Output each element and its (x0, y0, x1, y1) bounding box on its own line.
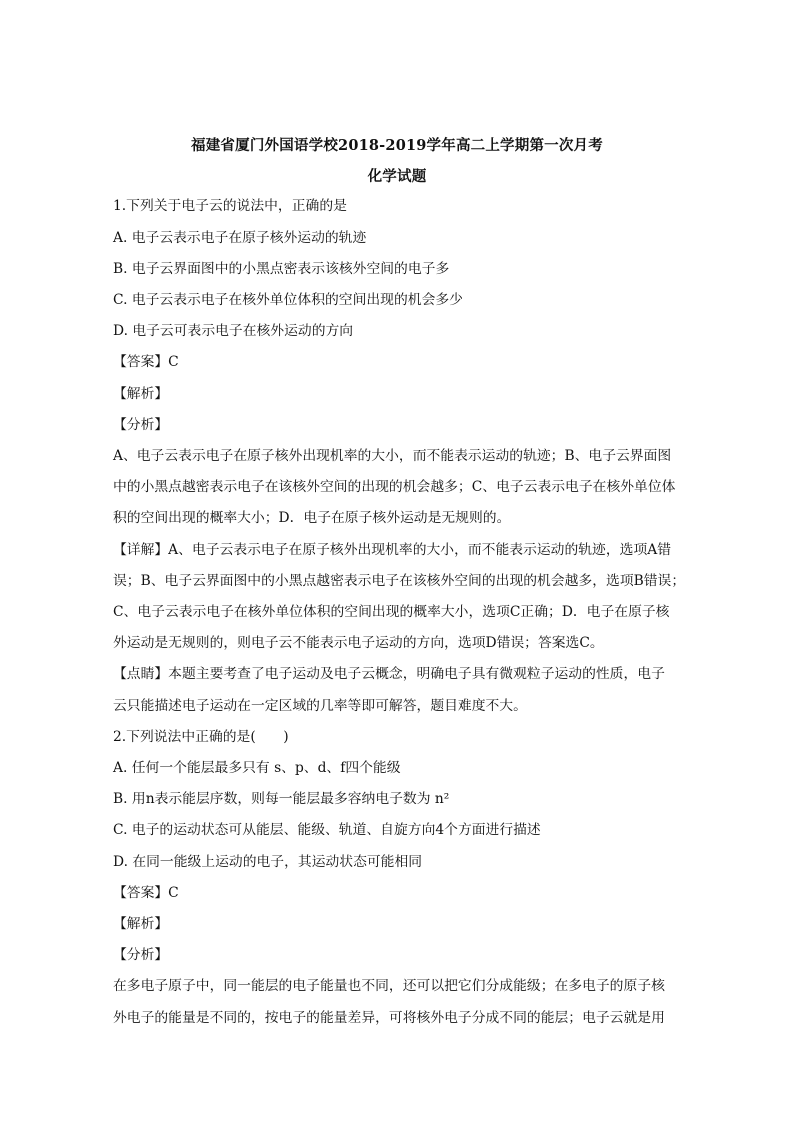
document-title: 福建省厦门外国语学校2018-2019学年高二上学期第一次月考 (191, 137, 603, 154)
question-1-fenxi-label: 【分析】 (113, 417, 169, 433)
question-1-analysis-line: 积的空间出现的概率大小；D．电子在原子核外运动是无规则的。 (113, 510, 511, 526)
question-2-option-d: D. 在同一能级上运动的电子，其运动状态可能相同 (113, 854, 423, 870)
question-2-option-b: B. 用n表示能层序数，则每一能层最多容纳电子数为 n² (113, 791, 450, 807)
question-1-detail-line: C、电子云表示电子在核外单位体积的空间出现的概率大小，选项C正确；D．电子在原子核 (113, 604, 670, 620)
question-1-comment-line: 云只能描述电子运动在一定区域的几率等即可解答，题目难度不大。 (113, 698, 527, 714)
question-1-answer: 【答案】C (113, 354, 179, 370)
question-1-option-b: B. 电子云界面图中的小黑点密表示该核外空间的电子多 (113, 261, 450, 277)
question-2-analysis-line: 在多电子原子中，同一能层的电子能量也不同，还可以把它们分成能级；在多电子的原子核 (113, 978, 665, 994)
question-1-analysis-line: A、电子云表示电子在原子核外出现机率的大小，而不能表示运动的轨迹；B、电子云界面图 (113, 448, 672, 464)
question-2-analysis-line: 外电子的能量是不同的，按电子的能量差异，可将核外电子分成不同的能层；电子云就是用 (113, 1010, 665, 1026)
question-2-answer: 【答案】C (113, 885, 179, 901)
document-subtitle: 化学试题 (367, 168, 427, 185)
question-2-option-c: C. 电子的运动状态可从能层、能级、轨道、自旋方向4个方面进行描述 (113, 822, 541, 838)
question-2-jiexi-label: 【解析】 (113, 916, 169, 932)
question-1-detail-line: 外运动是无规则的，则电子云不能表示电子运动的方向，选项D错误；答案选C。 (113, 635, 604, 651)
question-1-detail-line: 【详解】A、电子云表示电子在原子核外出现机率的大小，而不能表示运动的轨迹，选项A错 (113, 542, 672, 558)
question-2-fenxi-label: 【分析】 (113, 947, 169, 963)
question-1-jiexi-label: 【解析】 (113, 386, 169, 402)
question-1-comment-line: 【点睛】本题主要考查了电子运动及电子云概念，明确电子具有微观粒子运动的性质，电子 (113, 666, 665, 682)
question-1-stem: 1.下列关于电子云的说法中，正确的是 (113, 198, 347, 214)
question-2-stem: 2.下列说法中正确的是( ) (113, 729, 289, 745)
question-1-detail-line: 误；B、电子云界面图中的小黑点越密表示电子在该核外空间的出现的机会越多，选项B错误； (113, 573, 686, 589)
question-1-option-c: C. 电子云表示电子在核外单位体积的空间出现的机会多少 (113, 292, 463, 308)
question-1-analysis-line: 中的小黑点越密表示电子在该核外空间的出现的机会越多；C、电子云表示电子在核外单位体 (113, 479, 676, 495)
question-1-option-d: D. 电子云可表示电子在核外运动的方向 (113, 323, 354, 339)
question-2-option-a: A. 任何一个能层最多只有 s、p、d、f四个能级 (113, 760, 401, 776)
question-1-option-a: A. 电子云表示电子在原子核外运动的轨迹 (113, 230, 367, 246)
